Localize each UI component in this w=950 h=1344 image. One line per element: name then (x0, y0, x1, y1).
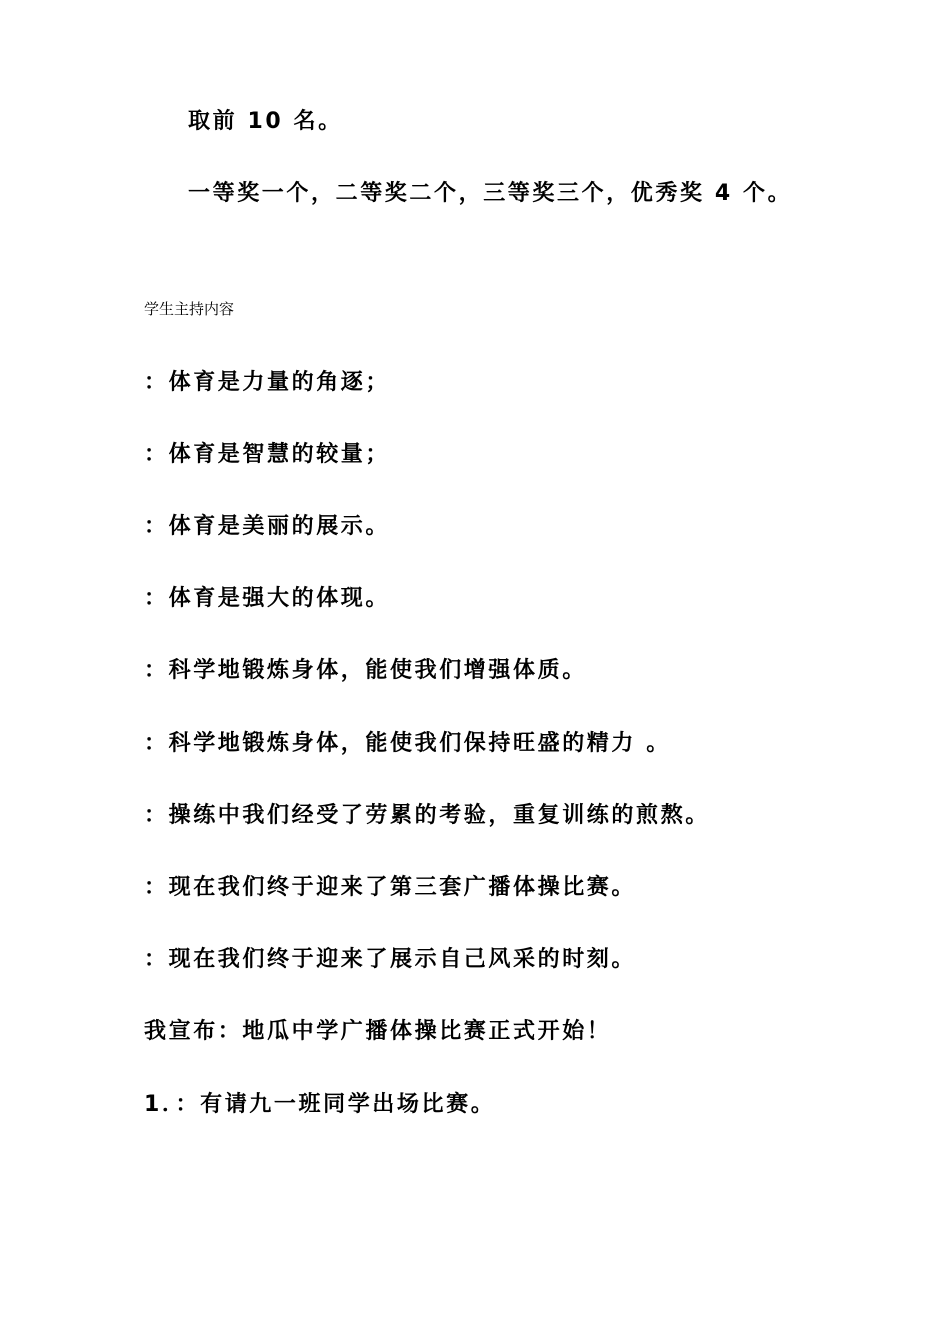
numbered-line-1: 1．：有请九一班同学出场比赛。 (144, 1092, 496, 1117)
script-line-8: ：现在我们终于迎来了第三套广播体操比赛。 (144, 875, 637, 900)
script-line-6: ：科学地锻炼身体，能使我们保持旺盛的精力 。 (144, 731, 671, 756)
script-line-3: ：体育是美丽的展示。 (144, 514, 391, 539)
script-line-7: ：操练中我们经受了劳累的考验，重复训练的煎熬。 (144, 803, 710, 828)
script-line-1: ：体育是力量的角逐； (144, 370, 391, 395)
announcement-line: 我宣布：地瓜中学广播体操比赛正式开始！ (144, 1019, 612, 1044)
script-line-4: ：体育是强大的体现。 (144, 586, 391, 611)
intro-line-2: 一等奖一个，二等奖二个，三等奖三个，优秀奖 4 个。 (188, 181, 793, 206)
section-heading: 学生主持内容 (144, 300, 235, 318)
script-line-5: ：科学地锻炼身体，能使我们增强体质。 (144, 658, 587, 683)
script-line-9: ：现在我们终于迎来了展示自己风采的时刻。 (144, 947, 637, 972)
intro-line-1: 取前 10 名。 (188, 109, 343, 134)
script-line-2: ：体育是智慧的较量； (144, 442, 391, 467)
